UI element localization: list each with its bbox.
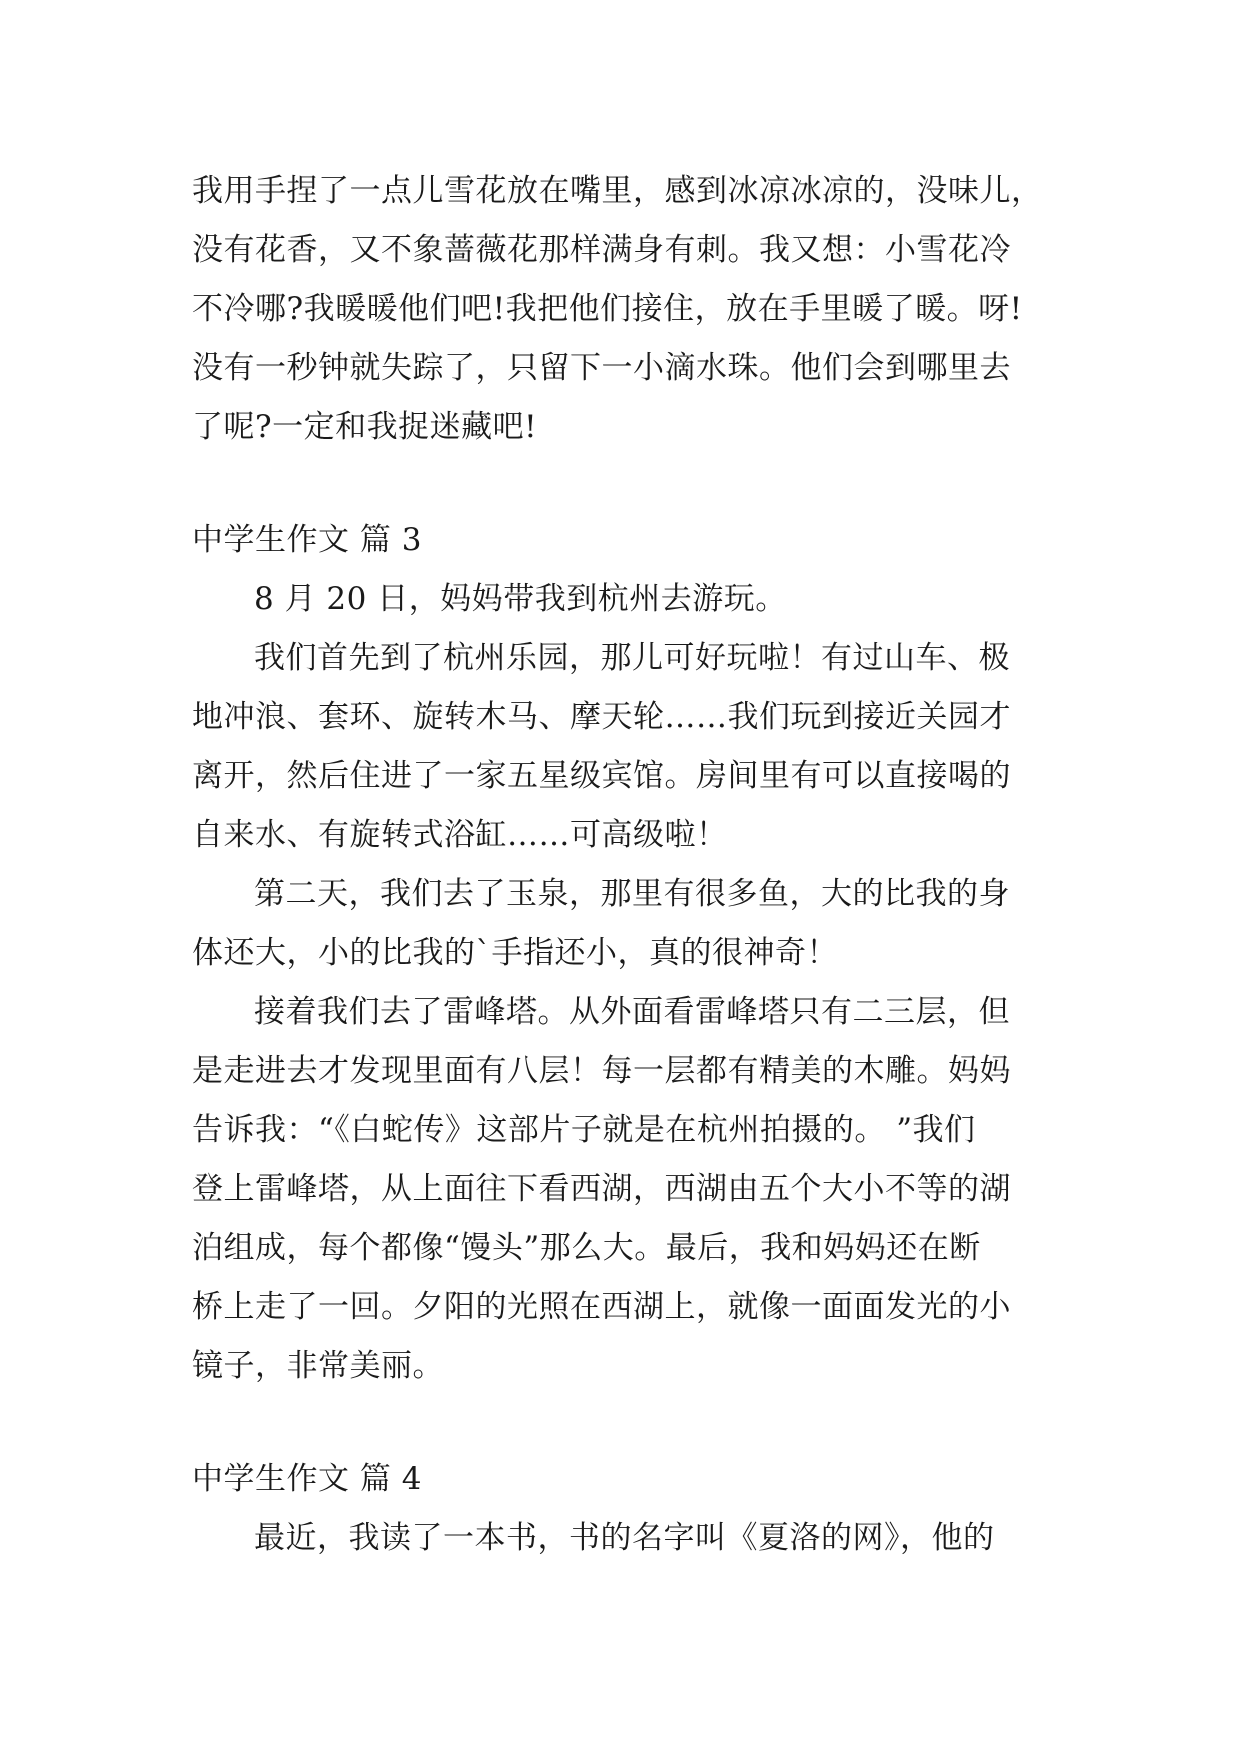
paragraph-line: 登上雷峰塔，从上面往下看西湖，西湖由五个大小不等的湖 — [192, 1171, 1011, 1207]
paragraph-line: 泊组成，每个都像“馒头”那么大。最后，我和妈妈还在断 — [192, 1230, 981, 1266]
paragraph-line: 接着我们去了雷峰塔。从外面看雷峰塔只有二三层，但 — [254, 994, 1010, 1030]
paragraph-line: 桥上走了一回。夕阳的光照在西湖上，就像一面面发光的小 — [192, 1289, 1011, 1325]
text-line: 了呢?一定和我捉迷藏吧! — [192, 409, 538, 445]
text-line: 不冷哪?我暖暖他们吧!我把他们接住，放在手里暖了暖。呀! — [192, 291, 1023, 327]
paragraph-line: 地冲浪、套环、旋转木马、摩天轮……我们玩到接近关园才 — [192, 699, 1011, 735]
paragraph-line: 是走进去才发现里面有八层！每一层都有精美的木雕。妈妈 — [192, 1053, 1011, 1089]
text-line: 没有一秒钟就失踪了，只留下一小滴水珠。他们会到哪里去 — [192, 350, 1011, 386]
paragraph-line: 最近，我读了一本书，书的名字叫《夏洛的网》，他的 — [254, 1520, 995, 1556]
paragraph-line: 镜子，非常美丽。 — [192, 1348, 444, 1384]
paragraph-line: 告诉我：“《白蛇传》这部片子就是在杭州拍摄的。 ”我们 — [192, 1112, 976, 1148]
section-heading: 中学生作文 篇 4 — [192, 1461, 422, 1497]
paragraph-line: 我们首先到了杭州乐园，那儿可好玩啦！有过山车、极 — [254, 640, 1010, 676]
text-line: 我用手捏了一点儿雪花放在嘴里，感到冰凉冰凉的，没味儿， — [192, 173, 1043, 209]
paragraph-line: 第二天，我们去了玉泉，那里有很多鱼，大的比我的身 — [254, 876, 1010, 912]
paragraph-line: 体还大，小的比我的`手指还小，真的很神奇！ — [192, 935, 838, 971]
text-line: 没有花香，又不象蔷薇花那样满身有刺。我又想：小雪花冷 — [192, 232, 1011, 268]
paragraph-line: 8 月 20 日，妈妈带我到杭州去游玩。 — [254, 581, 787, 617]
section-heading: 中学生作文 篇 3 — [192, 522, 422, 558]
paragraph-line: 离开，然后住进了一家五星级宾馆。房间里有可以直接喝的 — [192, 758, 1011, 794]
paragraph-line: 自来水、有旋转式浴缸……可高级啦！ — [192, 817, 728, 853]
